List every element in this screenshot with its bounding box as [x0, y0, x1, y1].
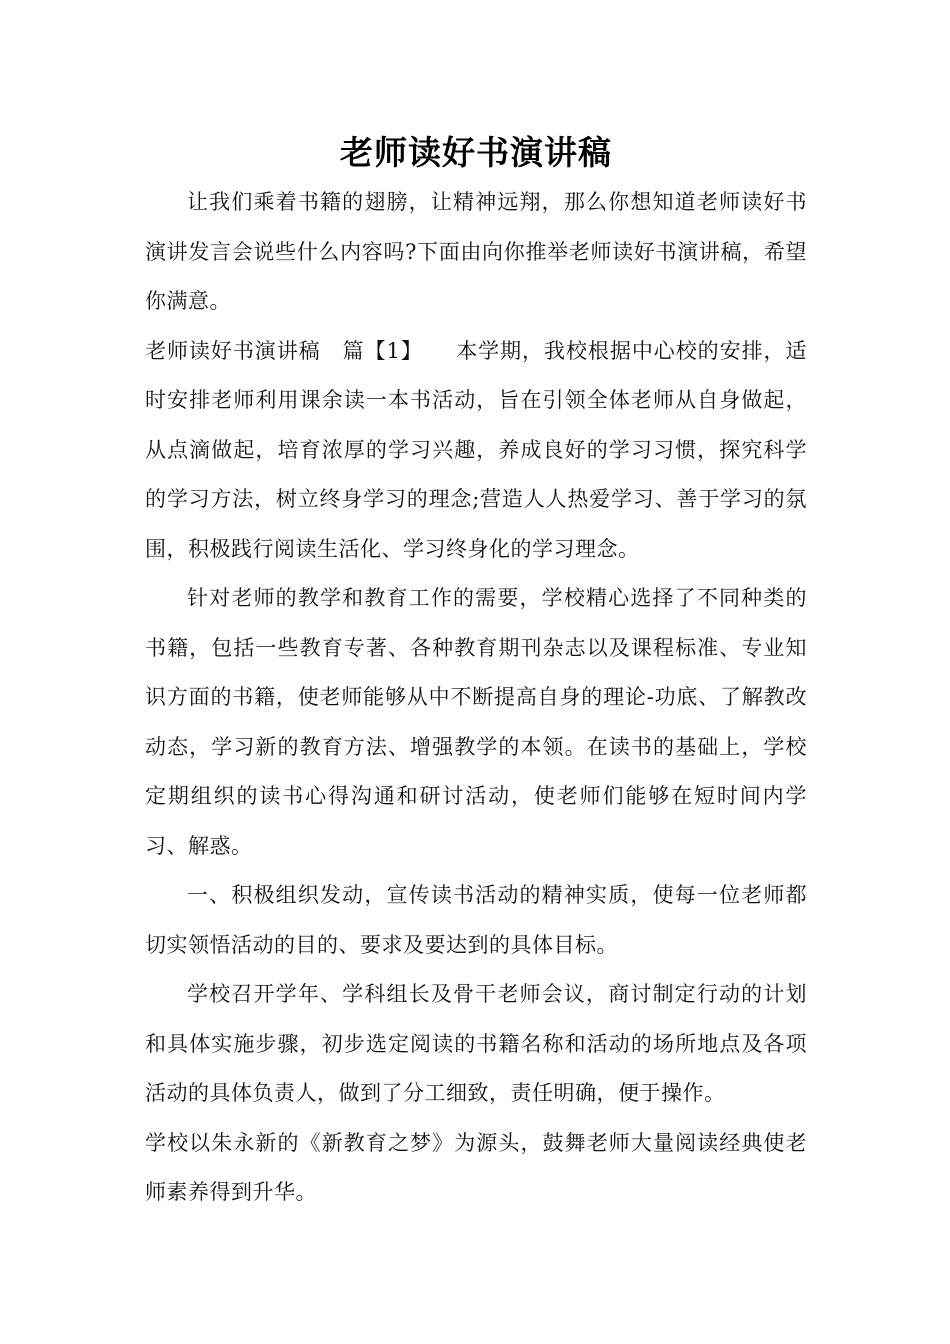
intro-paragraph: 让我们乘着书籍的翅膀，让精神远翔，那么你想知道老师读好书演讲发言会说些什么内容吗?下面由向你推举老师读好书演讲稿，希望你满意。	[145, 190, 807, 313]
body-paragraph-2: 一、积极组织发动，宣传读书活动的精神实质，使每一位老师都切实领悟活动的目的、要求及要达到的具体目标。	[145, 883, 807, 957]
section-paragraph	[145, 327, 807, 575]
document-body	[145, 128, 807, 1218]
body-paragraph-3: 学校召开学年、学科组长及骨干老师会议，商讨制定行动的计划和具体实施步骤，初步选定阅读的书籍名称和活动的场所地点及各项活动的具体负责人，做到了分工细致，责任明确，便于操作。	[145, 982, 807, 1105]
body-paragraph-4: 学校以朱永新的《新教育之梦》为源头，鼓舞老师大量阅读经典使老师素养得到升华。	[145, 1130, 807, 1204]
section-heading: 老师读好书演讲稿 篇【1】	[145, 338, 457, 363]
document-title: 老师读好书演讲稿	[340, 133, 612, 172]
body-paragraph-1: 针对老师的教学和教育工作的需要，学校精心选择了不同种类的书籍，包括一些教育专著、各种教育期刊杂志以及课程标准、专业知识方面的书籍，使老师能够从中不断提高自身的理论-功底、了解教改动态，学习新的教育方法、增强教学的本领。在读书的基础上，学校定期组织的读书心得沟通和研讨活动，使老师们能够在短时间内学习、解惑。	[145, 586, 807, 858]
section-first-text: 本学期，我校根据中心校的安排，适时安排老师利用课余读一本书活动，旨在引领全体老师从自身做起，从点滴做起，培育浓厚的学习兴趣，养成良好的学习习惯，探究科学的学习方法，树立终身学习的理念;营造人人热爱学习、善于学习的氛围，积极践行阅读生活化、学习终身化的学习理念。	[145, 338, 807, 561]
